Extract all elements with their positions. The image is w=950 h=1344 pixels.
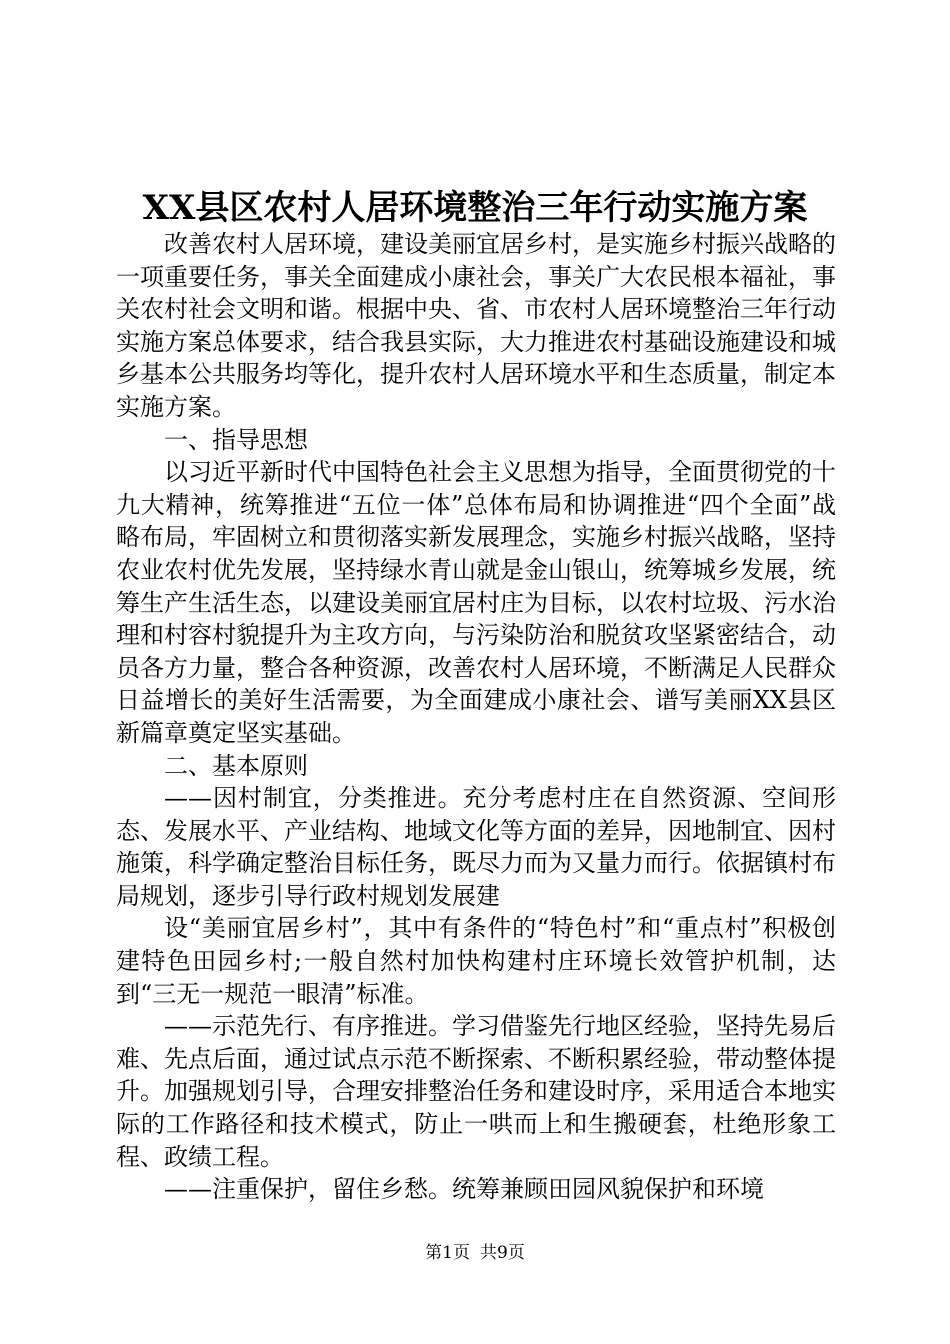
principle-paragraph-2: ——示范先行、有序推进。学习借鉴先行地区经验，坚持先易后难、先点后面，通过试点示范不断探索、不断积累经验，带动整体提升。加强规划引导，合理安排整治任务和建设时序，采用适合本地实际的工作路径和技术模式，防止一哄而上和生搬硬套，杜绝形象工程、政绩工程。 (116, 1012, 836, 1171)
section-heading-guiding-ideology: 一、指导思想 (164, 425, 308, 454)
page-footer (0, 1241, 950, 1265)
document-title: XX县区农村人居环境整治三年行动实施方案 (142, 188, 808, 228)
page-number: 第1页 (425, 1243, 470, 1263)
principle-paragraph-3: ——注重保护，留住乡愁。统筹兼顾田园风貌保护和环境 (164, 1175, 764, 1204)
document-body (116, 228, 836, 1206)
principle-paragraph-1: ——因村制宜，分类推进。充分考虑村庄在自然资源、空间形态、发展水平、产业结构、地域文化等方面的差异，因地制宜、因村施策，科学确定整治目标任务，既尽力而为又量力而行。依据镇村布局规划，逐步引导行政村规划发展建 (116, 784, 836, 910)
guiding-ideology-paragraph: 以习近平新时代中国特色社会主义思想为指导，全面贯彻党的十九大精神，统筹推进“五位一体”总体布局和协调推进“四个全面”战略布局，牢固树立和贯彻落实新发展理念，实施乡村振兴战略，坚持农业农村优先发展，坚持绿水青山就是金山银山，统筹城乡发展，统筹生产生活生态，以建设美丽宜居村庄为目标，以农村垃圾、污水治理和村容村貌提升为主攻方向，与污染防治和脱贫攻坚紧密结合，动员各方力量，整合各种资源，改善农村人居环境，不断满足人民群众日益增长的美好生活需要，为全面建成小康社会、谱写美丽XX县区新篇章奠定坚实基础。 (116, 458, 836, 747)
intro-paragraph: 改善农村人居环境，建设美丽宜居乡村，是实施乡村振兴战略的一项重要任务，事关全面建成小康社会，事关广大农民根本福祉，事关农村社会文明和谐。根据中央、省、市农村人居环境整治三年行动实施方案总体要求，结合我县实际，大力推进农村基础设施建设和城乡基本公共服务均等化，提升农村人居环境水平和生态质量，制定本实施方案。 (116, 230, 836, 421)
page-total: 共9页 (480, 1243, 525, 1263)
principle-paragraph-1-continued: 设“美丽宜居乡村”，其中有条件的“特色村”和“重点村”积极创建特色田园乡村;一般自然村加快构建村庄环境长效管护机制，达到“三无一规范一眼清”标准。 (116, 914, 836, 1008)
section-heading-basic-principles: 二、基本原则 (164, 751, 308, 780)
